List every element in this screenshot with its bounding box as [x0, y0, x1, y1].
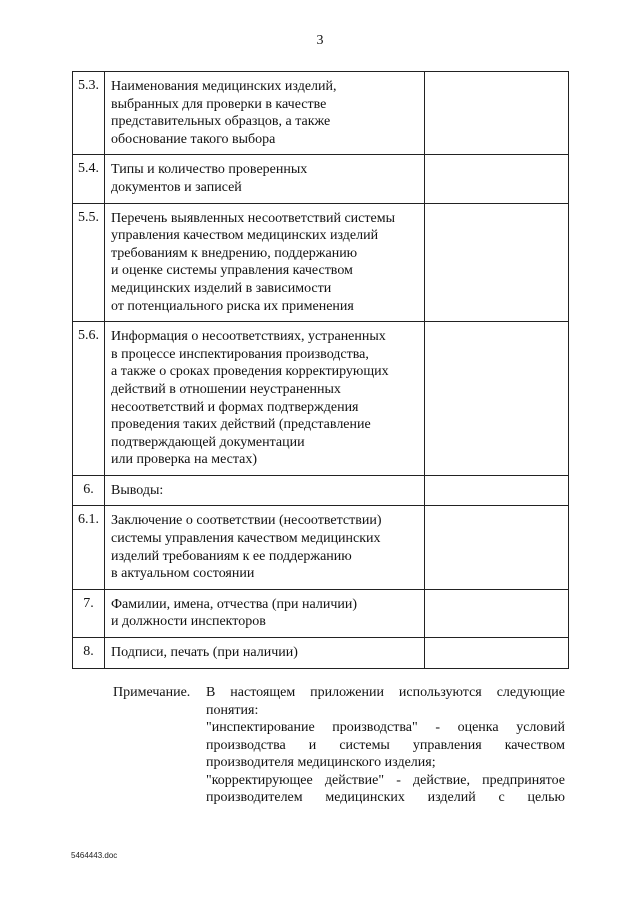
row-description	[105, 72, 425, 155]
note-line: производителем медицинских изделий с целью	[206, 790, 565, 805]
row-description-line: документов и записей	[111, 179, 242, 195]
row-description-line: в процессе инспектирования производства,	[111, 346, 369, 362]
row-description-line: и должности инспекторов	[111, 614, 266, 630]
row-number: 6.1.	[73, 506, 105, 589]
row-value-cell	[425, 322, 569, 476]
row-description	[105, 638, 425, 669]
row-value-cell	[425, 155, 569, 203]
row-description-line: а также о сроках проведения корректирующих	[111, 364, 389, 380]
row-description-line: проведения таких действий (представление	[111, 417, 371, 433]
row-value-cell	[425, 638, 569, 669]
row-value-cell	[425, 72, 569, 155]
row-description	[105, 506, 425, 589]
document-filename: 5464443.doc	[71, 851, 118, 860]
row-value-cell	[425, 589, 569, 637]
row-description-line: Заключение о соответствии (несоответствии)	[111, 513, 382, 529]
row-description	[105, 155, 425, 203]
row-value-cell	[425, 506, 569, 589]
note-line: понятия:	[206, 702, 259, 718]
row-number: 8.	[73, 638, 105, 669]
row-description-line: Наименования медицинских изделий,	[111, 79, 337, 94]
row-description-line: несоответствий и формах подтверждения	[111, 399, 359, 415]
table-row	[73, 589, 569, 637]
row-description-line: обоснование такого выбора	[111, 131, 276, 147]
table-row	[73, 638, 569, 669]
row-description	[105, 589, 425, 637]
note-line: "инспектирование производства" - оценка условий	[206, 720, 565, 735]
table-row	[73, 475, 569, 506]
row-number: 5.4.	[73, 155, 105, 203]
row-description-line: Типы и количество проверенных	[111, 162, 308, 178]
row-number: 5.3.	[73, 72, 105, 155]
note-line: производителя медицинского изделия;	[206, 755, 436, 770]
row-description-line: медицинских изделий в зависимости	[111, 280, 332, 296]
table-row	[73, 506, 569, 589]
row-value-cell	[425, 475, 569, 506]
row-description-line: действий в отношении неустраненных	[111, 381, 341, 397]
note-line: В настоящем приложении используются следующие	[206, 685, 565, 700]
row-description-line: требованиям к внедрению, поддержанию	[111, 245, 358, 261]
row-description	[105, 203, 425, 322]
row-description-line: подтверждающей документации	[111, 434, 305, 450]
report-table	[72, 71, 569, 669]
row-description-line: Информация о несоответствиях, устраненных	[111, 329, 386, 345]
row-description-line: от потенциального риска их применения	[111, 298, 354, 314]
row-description	[105, 322, 425, 476]
row-description-line: системы управления качеством медицинских	[111, 531, 381, 547]
row-value-cell	[425, 203, 569, 322]
row-number: 5.5.	[73, 203, 105, 322]
row-description-line: управления качеством медицинских изделий	[111, 228, 379, 244]
row-number: 6.	[73, 475, 105, 506]
row-description-line: Фамилии, имена, отчества (при наличии)	[111, 596, 358, 612]
row-description-line: Выводы:	[111, 482, 164, 498]
row-description-line: в актуальном состоянии	[111, 566, 255, 582]
note-body	[206, 684, 565, 807]
row-description-line: Подписи, печать (при наличии)	[111, 645, 298, 661]
row-description-line: или проверка на местах)	[111, 452, 258, 468]
note-label: Примечание.	[113, 685, 191, 700]
row-description-line: Перечень выявленных несоответствий системы	[111, 210, 395, 226]
row-description-line: представительных образцов, а также	[111, 114, 331, 130]
row-description-line: и оценке системы управления качеством	[111, 263, 353, 279]
page-number: 3	[316, 33, 324, 48]
table-row	[73, 322, 569, 476]
row-description	[105, 475, 425, 506]
row-description-line: изделий требованиям к ее поддержанию	[111, 548, 352, 564]
row-number: 7.	[73, 589, 105, 637]
note-line: производства и системы управления качеством	[206, 737, 565, 753]
row-number: 5.6.	[73, 322, 105, 476]
table-row	[73, 203, 569, 322]
row-description-line: выбранных для проверки в качестве	[111, 96, 327, 112]
table-row	[73, 155, 569, 203]
table-row	[73, 72, 569, 155]
note-line: "корректирующее действие" - действие, предпринятое	[206, 772, 565, 788]
